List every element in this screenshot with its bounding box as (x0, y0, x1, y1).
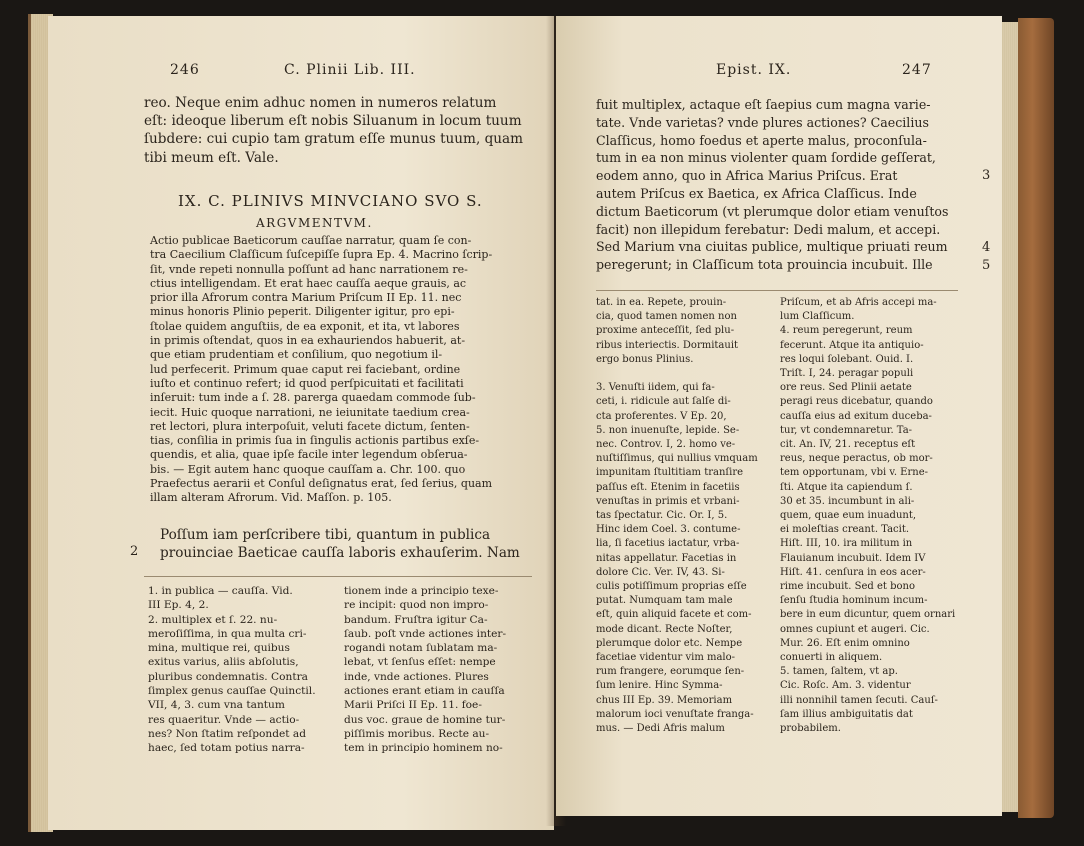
left-top-text: reo. Neque enim adhuc nomen in numeros relatum eſt: ideoque liberum eſt nobis Siluanum in locum tuum ſubdere: cui cupio tam gratum eſſe munus tuum, quam tibi meum eſt. Vale. (144, 95, 524, 166)
right-page (556, 16, 1002, 816)
left-page-number: 246 (170, 62, 200, 78)
book-cover-right (1018, 18, 1054, 818)
left-notes-column-1: 1. in publica — cauſſa. Vid. III Ep. 4, 2. 2. multiplex et ſ. 22. nu- meroſiſſima, in qua multa cri- mina, multique rei, quibus exitus varius, aliis abſolutis, pluribus condemnatis. Contra ſimplex genus cauſſae Quinctil. VII, 4, 3. cum vna tantum res quaeritur. Vnde — actio- nes? Non ſtatim reſpondet ad haec, ſed totam potius narra- (148, 585, 316, 755)
margin-number-5: 5 (982, 258, 991, 273)
margin-number-4: 4 (982, 240, 991, 255)
right-notes-column-1: tat. in ea. Repete, prouin- cia, quod tamen nomen non proxime anteceſſit, ſed plu- ribus interiectis. Dormitauit ergo bonus Plinius. 3. Venuſti iidem, qui fa- ceti, i. ridicule aut ſalſe di- cta proferentes. V Ep. 20, 5. non inuenuſte, lepide. Se- nec. Controv. I, 2. homo ve- nuſtiſſimus, qui nullius vmquam impunitam ſtultitiam tranſire paſſus eſt. Etenim in facetiis venuſtas in primis et vrbani- tas ſpectatur. Cic. Or. I, 5. Hinc idem Coel. 3. contume- lia, ſi facetius iactatur, vrba- nitas appellatur. Facetias in dolore Cic. Ver. IV, 43. Si- culis potiſſimum proprias eſſe putat. Numquam tam male eſt, quin aliquid facete et com- mode dicant. Recte Noſter, plerumque dolor etc. Nempe facetiae videntur vim malo- rum frangere, eorumque ſen- ſum lenire. Hinc Symma- chus III Ep. 39. Memoriam malorum ioci venuſtate franga- mus. — Dedi Afris malum (596, 297, 758, 735)
notes-divider-right (596, 290, 958, 291)
page-edges-right (1000, 22, 1018, 812)
argumentum-text: Actio publicae Baeticorum cauſſae narratur, quam ſe con- tra Caecilium Claſſicum ſuſcepiſſe ſupra Ep. 4. Macrino ſcrip- ſit, vnde repeti nonnulla poſſunt ad hanc narrationem re- ctius intelligendam. Et erat haec cauſſa aeque grauis, ac prior illa Afrorum contra Marium Priſcum II Ep. 11. nec minus honoris Plinio peperit. Diligenter igitur, pro epi- ſtolae quidem anguſtiis, de ea exponit, et ita, vt labores in primis oſtendat, quos in ea exhauriendos habuerit, at- que etiam prudentiam et conſilium, quo negotium il- lud perfecerit. Primum quae caput rei faciebant, ordine iuſto et continuo refert; id quod perſpicuitati et facilitati inſeruit: tum inde a ſ. 28. parerga quaedam commode ſub- iecit. Huic quoque narrationi, ne ieiunitate taedium crea- ret lectori, plura interpoſuit, veluti facete dictum, ſenten- tias, conſilia in primis ſua in ſingulis actionis partibus exſe- quendis, et alia, quae ipſe facile inter legendum obſerua- bis. — Egit autem hanc quoque cauſſam a. Chr. 100. quo Praefectus aerarii et Conſul deſignatus erat, ſed ſerius, quam illam alteram Afrorum. Vid. Maſſon. p. 105. (150, 234, 493, 505)
margin-number-2: 2 (130, 544, 139, 559)
left-notes-column-2: tionem inde a principio texe- re incipit: quod non impro- bandum. Fruſtra igitur Ca- ſaub. poſt vnde actiones inter- rogandi notam ſublatam ma- lebat, vt ſenſus eſſet: nempe inde, vnde actiones. Plures actiones erant etiam in cauſſa Marii Priſci II Ep. 11. foe- dus voc. graue de homine tur- piſſimis moribus. Recte au- tem in principio hominem no- (344, 585, 507, 755)
right-notes-column-2: Priſcum, et ab Afris accepi ma- lum Claſſicum. 4. reum peregerunt, reum fecerunt. Atque ita antiquio- res loqui ſolebant. Ouid. I. Triſt. I, 24. peragar populi ore reus. Sed Plinii aetate peragi reus dicebatur, quando cauſſa eius ad exitum duceba- tur, vt condemnaretur. Ta- cit. An. IV, 21. receptus eſt reus, neque peractus, ob mor- tem opportunam, vbi v. Erne- ſti. Atque ita capiendum ſ. 30 et 35. incumbunt in ali- quem, quae eum inuadunt, ei moleſtias creant. Tacit. Hiſt. III, 10. ira militum in Flauianum incubuit. Idem IV Hiſt. 41. cenſura in eos acer- rime incubuit. Sed et bono ſenſu ſtudia hominum incum- bere in eum dicuntur, quem ornari omnes cupiunt et augeri. Cic. Mur. 26. Eſt enim omnino conuerti in aliquem. 5. tamen, ſaltem, vt ap. Cic. Roſc. Am. 3. videntur illi nonnihil tamen ſecuti. Cauſ- ſam illius ambiguitatis dat probabilem. (780, 297, 956, 735)
argumentum-heading: ARGVMENTVM. (256, 216, 373, 230)
letter-heading: IX. C. PLINIVS MINVCIANO SVO S. (178, 192, 483, 210)
left-running-head: C. Plinii Lib. III. (284, 62, 416, 78)
right-page-number: 247 (902, 62, 932, 78)
notes-divider (144, 576, 532, 577)
letter-opening: Poſſum iam perſcribere tibi, quantum in publica prouinciae Baeticae cauſſa laboris exhauſerim. Nam (160, 527, 520, 562)
right-running-head: Epist. IX. (716, 62, 792, 78)
left-page (48, 16, 554, 830)
right-top-text: fuit multiplex, actaque eſt ſaepius cum magna varie- tate. Vnde varietas? vnde plures actiones? Caecilius Claſſicus, homo foedus et aperte malus, proconſula- tum in ea non minus violenter quam ſordide geſſerat, eodem anno, quo in Africa Marius Priſcus. Erat autem Priſcus ex Baetica, ex Africa Claſſicus. Inde dictum Baeticorum (vt plerumque dolor etiam venuſtos facit) non illepidum ferebatur: Dedi malum, et accepi. Sed Marium vna ciuitas publice, multique priuati reum peregerunt; in Claſſicum tota prouincia incubuit. Ille (596, 97, 949, 273)
margin-number-3: 3 (982, 168, 991, 183)
